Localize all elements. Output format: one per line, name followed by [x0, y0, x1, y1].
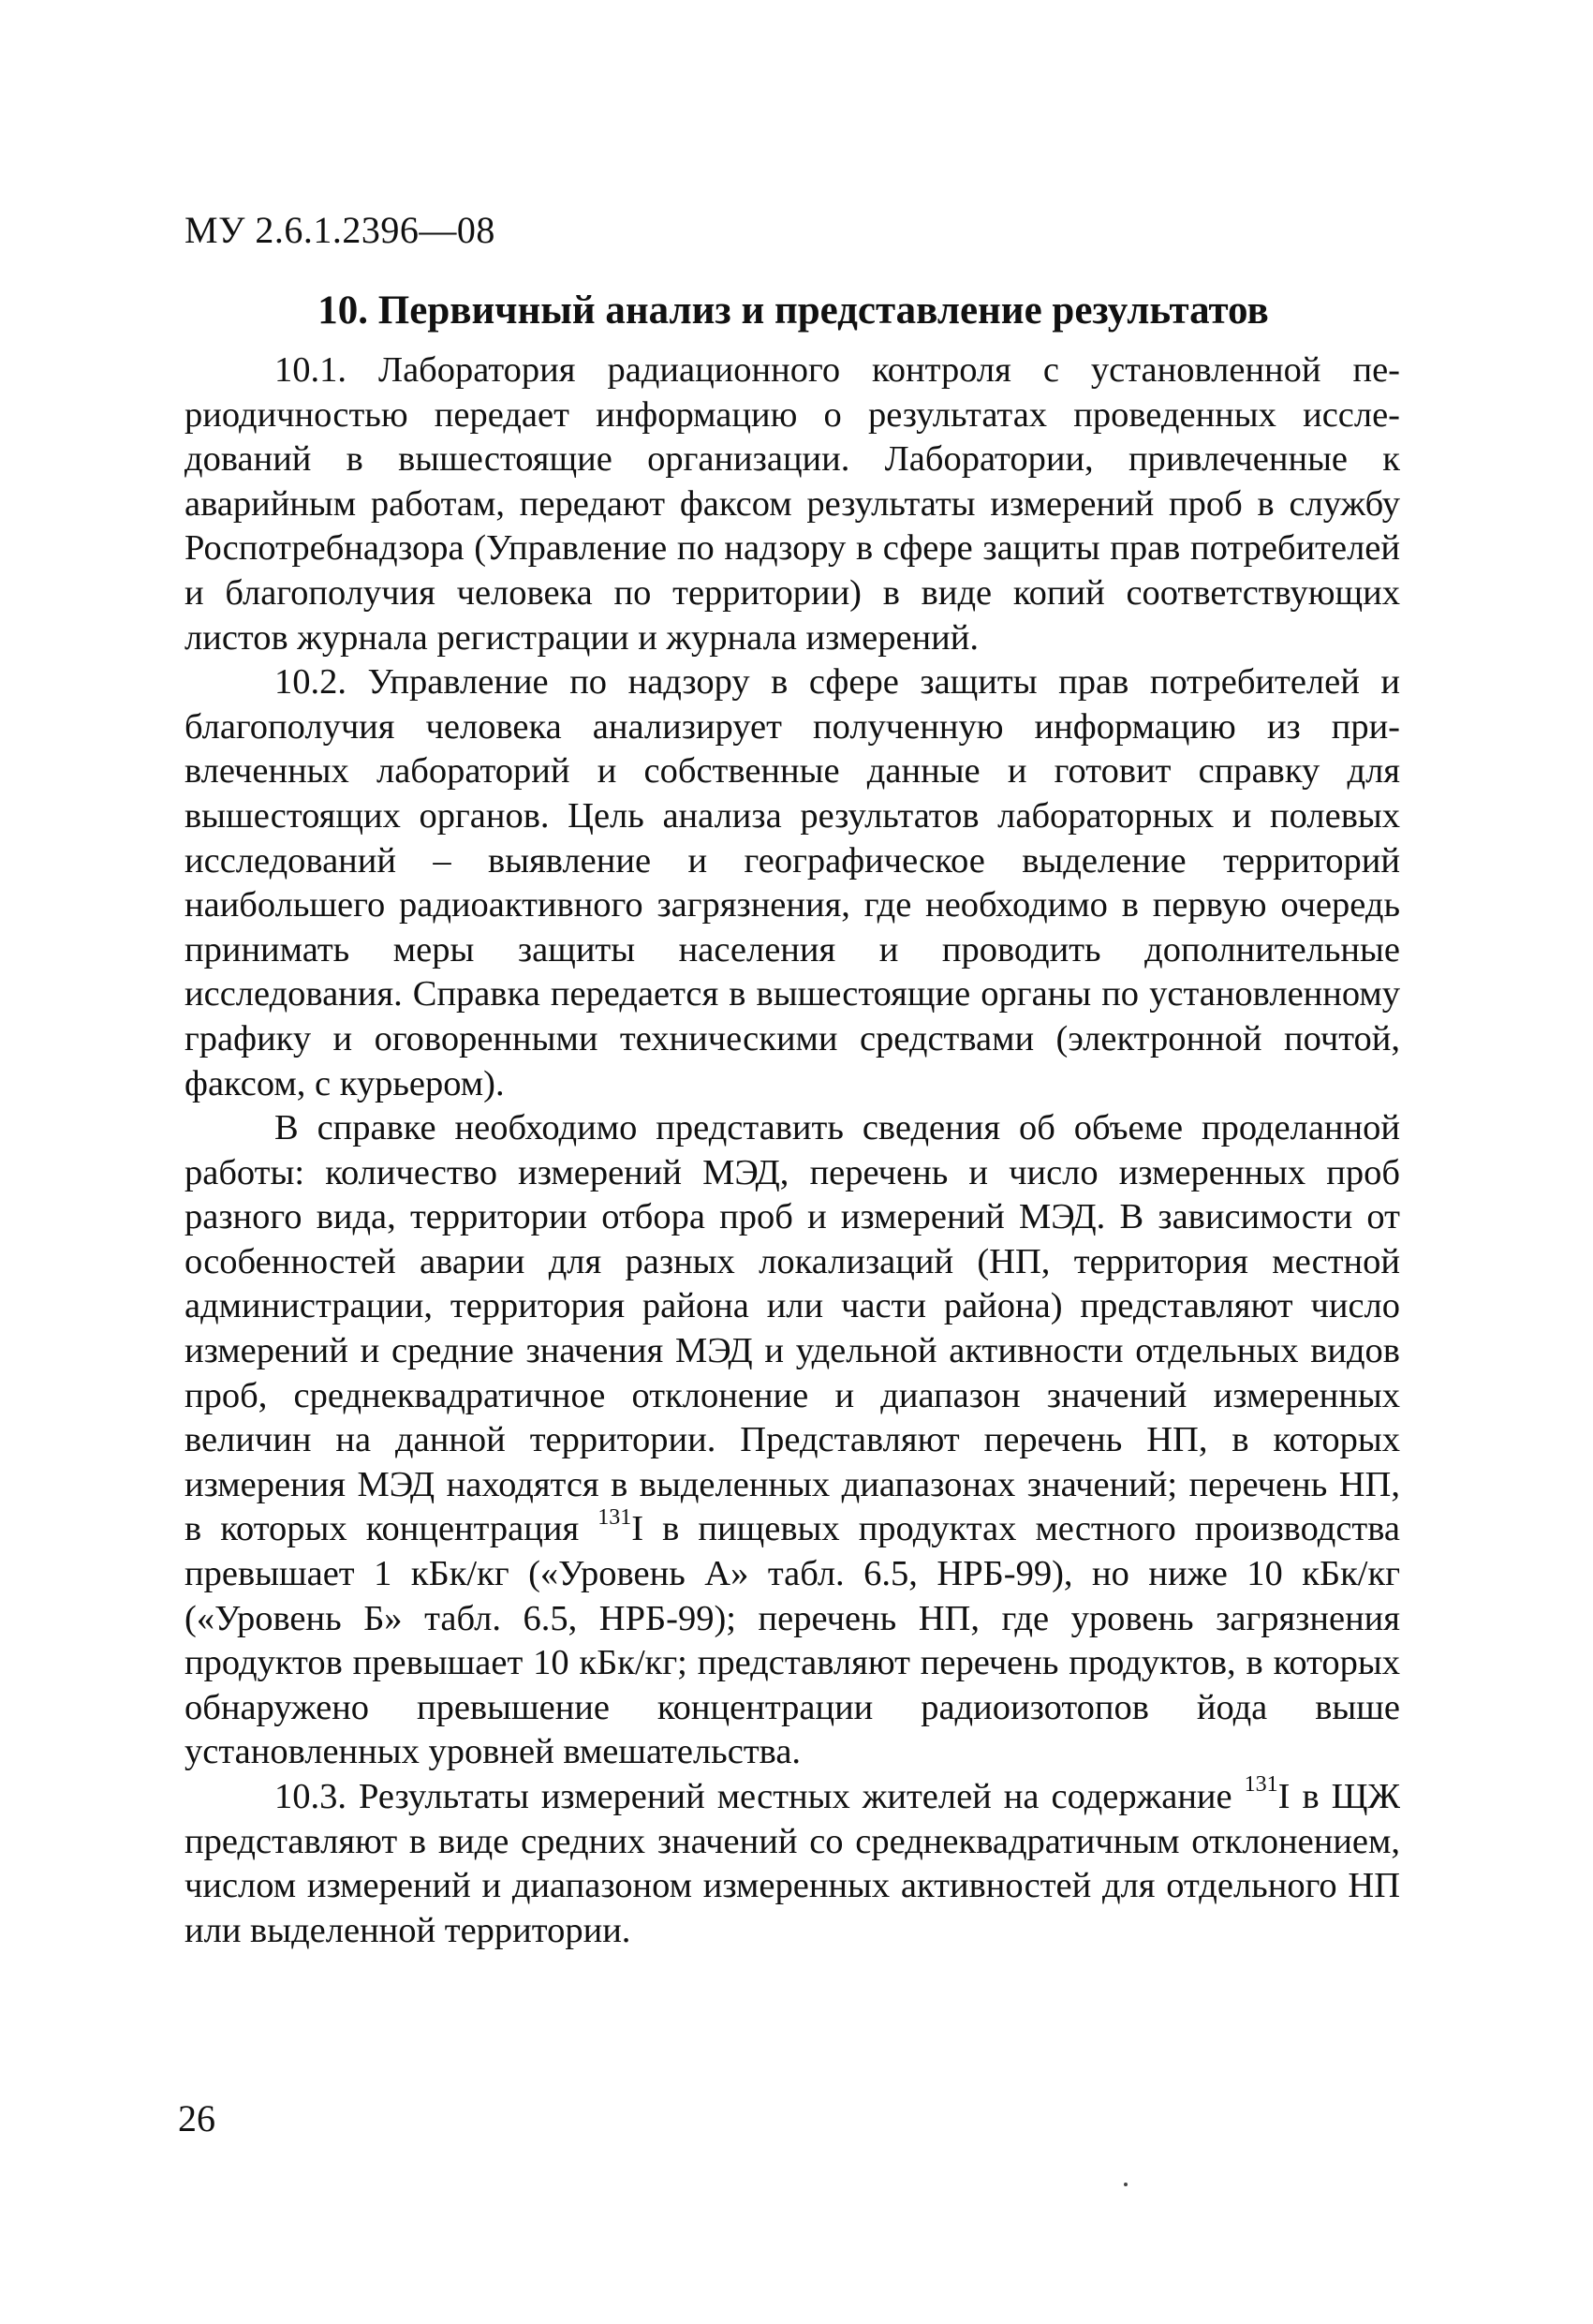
paragraph-10-3	[184, 1772, 1400, 1953]
paragraph-10-1: 10.1. Лаборатория радиационного контроля с установленной периодичностью передает информацию о результатах проведенных исследований в вышестоящие организации. Лаборатории, привлеченные к аварийным работам, передают факсом результаты измерений проб в службу Роспотребнадзора (Управление по надзору в сфере защиты прав потребителей и благополучия человека по территории) в виде копий соответствующих листов журнала регистрации и журнала измерений.	[184, 350, 1400, 658]
document-code: МУ 2.6.1.2396—08	[184, 209, 495, 251]
paragraph-10-2: 10.2. Управление по надзору в сфере защиты прав потребителей и благополучия человека анализирует полученную информацию из привлеченных лабораторий и собственные данные и готовит справку для вышестоящих органов. Цель анализа результатов лабораторных и полевых исследований – выявление и географическое выделение территорий наибольшего радиоактивного загрязнения, где необходимо в первую очередь принимать меры защиты населения и проводить дополнительные исследования. Справка передается в вышестоящие органы по установленному графику и оговоренными техническими средствами (электронной почтой, факсом, с курьером).	[184, 662, 1400, 1103]
paragraph-report-contents-text-b: I в пищевых продуктах местного производства превышает 1 кБк/кг («Уровень А» табл. 6.5, НРБ-99), но ниже 10 кБк/кг («Уровень Б» табл. 6.5, НРБ-99); перечень НП, где уровень загрязнения продуктов превышает 10 кБк/кг; представляют перечень продуктов, в которых обнаружено превышение концентрации радиоизотопов йода выше установленных уровней вмешательства.	[184, 1509, 1400, 1772]
isotope-mass-number: 131	[1244, 1772, 1278, 1798]
paragraph-10-3-text-a: 10.3. Результаты измерений местных жителей на содержание	[274, 1777, 1245, 1816]
page-number: 26	[178, 2097, 215, 2139]
section-heading: 10. Первичный анализ и представление результатов	[317, 289, 1269, 333]
section-body	[184, 348, 1400, 1953]
paragraph-report-contents	[184, 1106, 1400, 1775]
isotope-mass-number: 131	[597, 1504, 632, 1530]
scan-speck	[1124, 2183, 1128, 2186]
paragraph-10-3-text-b: I в ЩЖ представляют в виде средних значений со среднеквадратичным отклонением, числом измерений и диапазоном измеренных активностей для отдельного НП или выделенной территории.	[184, 1777, 1400, 1950]
paragraph-report-contents-text-a: В справке необходимо представить сведения об объеме проделанной работы: количество измерений МЭД, перечень и число измеренных проб разного вида, территории отбора проб и измерений МЭД. В зависимости от особенностей аварии для разных локализаций (НП, территория местной администрации, территория района или части района) представляют число измерений и средние значения МЭД и удельной активности отдельных видов проб, среднеквадратичное отклонение и диапазон значений измеренных величин на данной территории. Представляют перечень НП, в которых измерения МЭД находятся в выделенных диапазонах значений; перечень НП, в которых концентрация	[184, 1108, 1400, 1549]
